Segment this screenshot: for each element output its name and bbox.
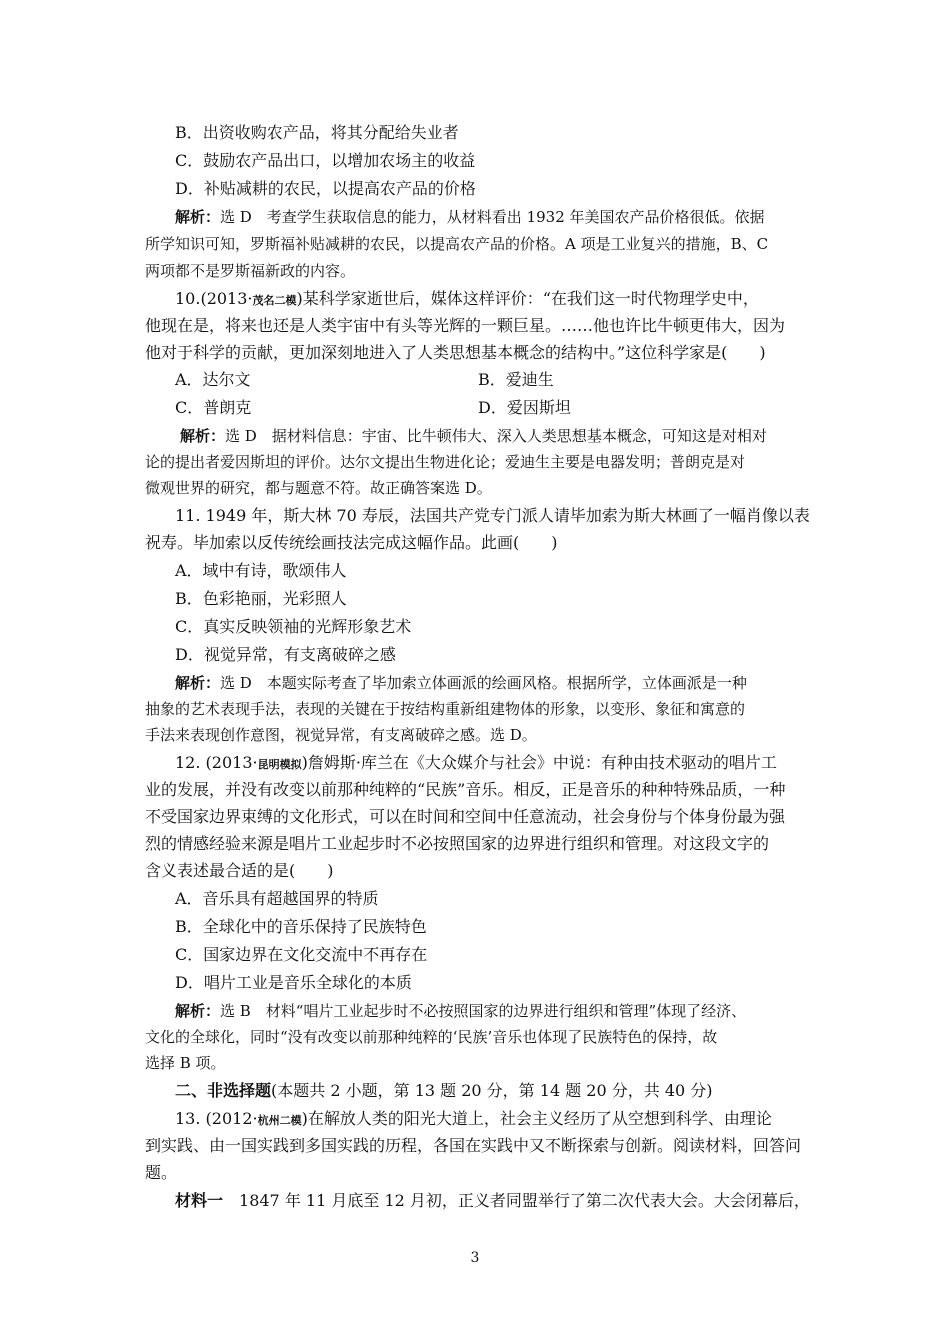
q10-option-a: A．达尔文: [175, 370, 251, 389]
q12-analysis-line-2: 文化的全球化，同时“没有改变以前那种纯粹的‘民族’音乐也体现了民族特色的保持，故: [145, 1028, 718, 1046]
q9-analysis-line-3: 两项都不是罗斯福新政的内容。: [145, 262, 356, 280]
q13-material-line-1: 材料一 1847 年 11 月底至 12 月初，正义者同盟举行了第二次代表大会。大会闭幕后，: [175, 1191, 810, 1210]
question-source: 昆明模拟: [257, 758, 302, 771]
q12-stem-line-4: 烈的情感经验来源是唱片工业起步时不必按照国家的边界进行组织和管理。对这段文字的: [145, 834, 770, 853]
q11-stem-line-1: 11. 1949 年，斯大林 70 寿辰，法国共产党专门派人请毕加索为斯大林画了一幅肖像以表: [175, 506, 810, 525]
q10-stem-line-1: 10.(2013·茂名二模)某科学家逝世后，媒体这样评价：“在我们这一时代物理学史中，: [175, 289, 759, 308]
q10-option-c: C．普朗克: [175, 398, 252, 417]
q11-stem-line-2: 祝寿。毕加索以反传统绘画技法完成这幅作品。此画( ): [145, 533, 558, 552]
q12-analysis-line-3: 选择 B 项。: [145, 1054, 226, 1072]
q11-analysis-line-1: 解析：选 D 本题实际考查了毕加索立体画派的绘画风格。根据所学，立体画派是一种: [175, 674, 747, 692]
q11-option-d: D．视觉异常，有支离破碎之感: [175, 645, 396, 664]
q12-stem-line-3: 不受国家边界束缚的文化形式，可以在时间和空间中任意流动，社会身份与个体身份最为强: [145, 807, 786, 826]
q11-analysis-line-3: 手法来表现创作意图，视觉异常，有支离破碎之感。选 D。: [145, 726, 537, 744]
q9-analysis-line-1: 解析：选 D 考查学生获取信息的能力，从材料看出 1932 年美国农产品价格很低。依据: [175, 208, 765, 226]
q9-option-d: D．补贴减耕的农民，以提高农产品的价格: [175, 179, 476, 198]
q10-stem-line-2: 他现在是，将来也还是人类宇宙中有头等光辉的一颗巨星。……他也许比牛顿更伟大，因为: [145, 316, 786, 335]
q11-option-a: A．域中有诗，歌颂伟人: [175, 561, 347, 580]
q13-stem-line-1: 13. (2012·杭州二模)在解放人类的阳光大道上，社会主义经历了从空想到科学、由理论: [175, 1109, 772, 1128]
q12-option-b: B．全球化中的音乐保持了民族特色: [175, 917, 427, 936]
q12-option-d: D．唱片工业是音乐全球化的本质: [175, 973, 412, 992]
section-heading: 二、非选择题(本题共 2 小题，第 13 题 20 分，第 14 题 20 分，共 40 分): [175, 1081, 713, 1100]
q10-analysis-line-2: 论的提出者爱因斯坦的评价。达尔文提出生物进化论；爱迪生主要是电器发明；普朗克是对: [145, 453, 746, 471]
analysis-label: 解析：: [175, 674, 221, 692]
analysis-label: 解析：: [175, 208, 221, 226]
q10-stem-line-3: 他对于科学的贡献，更加深刻地进入了人类思想基本概念的结构中。”这位科学家是( ): [145, 343, 766, 362]
q10-option-b: B．爱迪生: [478, 370, 554, 389]
q12-option-a: A．音乐具有超越国界的特质: [175, 889, 379, 908]
q12-analysis-line-1: 解析：选 B 材料“唱片工业起步时不必按照国家的边界进行组织和管理”体现了经济、: [175, 1002, 747, 1020]
q9-analysis-line-2: 所学知识可知，罗斯福补贴减耕的农民，以提高农产品的价格。A 项是工业复兴的措施，B、C: [145, 235, 769, 253]
q12-stem-line-2: 业的发展，并没有改变以前那种纯粹的“民族”音乐。相反，正是音乐的种种特殊品质，一种: [145, 780, 786, 799]
q9-option-b: B．出资收购农产品，将其分配给失业者: [175, 123, 459, 142]
q10-analysis-line-1: 解析：选 D 据材料信息：宇宙、比牛顿伟大、深入人类思想基本概念，可知这是对相对: [180, 427, 767, 445]
q10-analysis-line-3: 微观世界的研究，都与题意不符。故正确答案选 D。: [145, 479, 492, 497]
q12-stem-line-1: 12. (2013·昆明模拟)詹姆斯·库兰在《大众媒介与社会》中说：有种由技术驱动的唱片工: [175, 753, 777, 772]
q10-option-d: D．爱因斯坦: [478, 398, 571, 417]
analysis-label: 解析：: [180, 427, 226, 445]
q11-option-b: B．色彩艳丽，光彩照人: [175, 589, 347, 608]
page-number: 3: [470, 1250, 480, 1266]
section-title: 二、非选择题: [175, 1081, 272, 1100]
q12-stem-line-5: 含义表述最合适的是( ): [145, 861, 334, 880]
q13-stem-line-2: 到实践、由一国实践到多国实践的历程，各国在实践中又不断探索与创新。阅读材料，回答问: [145, 1136, 802, 1155]
q11-analysis-line-2: 抽象的艺术表现手法，表现的关键在于按结构重新组建物体的形象，以变形、象征和寓意的: [145, 700, 746, 718]
q9-option-c: C．鼓励农产品出口，以增加农场主的收益: [175, 151, 476, 170]
question-source: 杭州二模: [257, 1114, 302, 1127]
analysis-label: 解析：: [175, 1002, 221, 1020]
material-label: 材料一: [175, 1191, 224, 1210]
question-source: 茂名二模: [252, 294, 297, 307]
q13-stem-line-3: 题。: [145, 1163, 178, 1182]
q11-option-c: C．真实反映领袖的光辉形象艺术: [175, 617, 412, 636]
q12-option-c: C．国家边界在文化交流中不再存在: [175, 945, 428, 964]
